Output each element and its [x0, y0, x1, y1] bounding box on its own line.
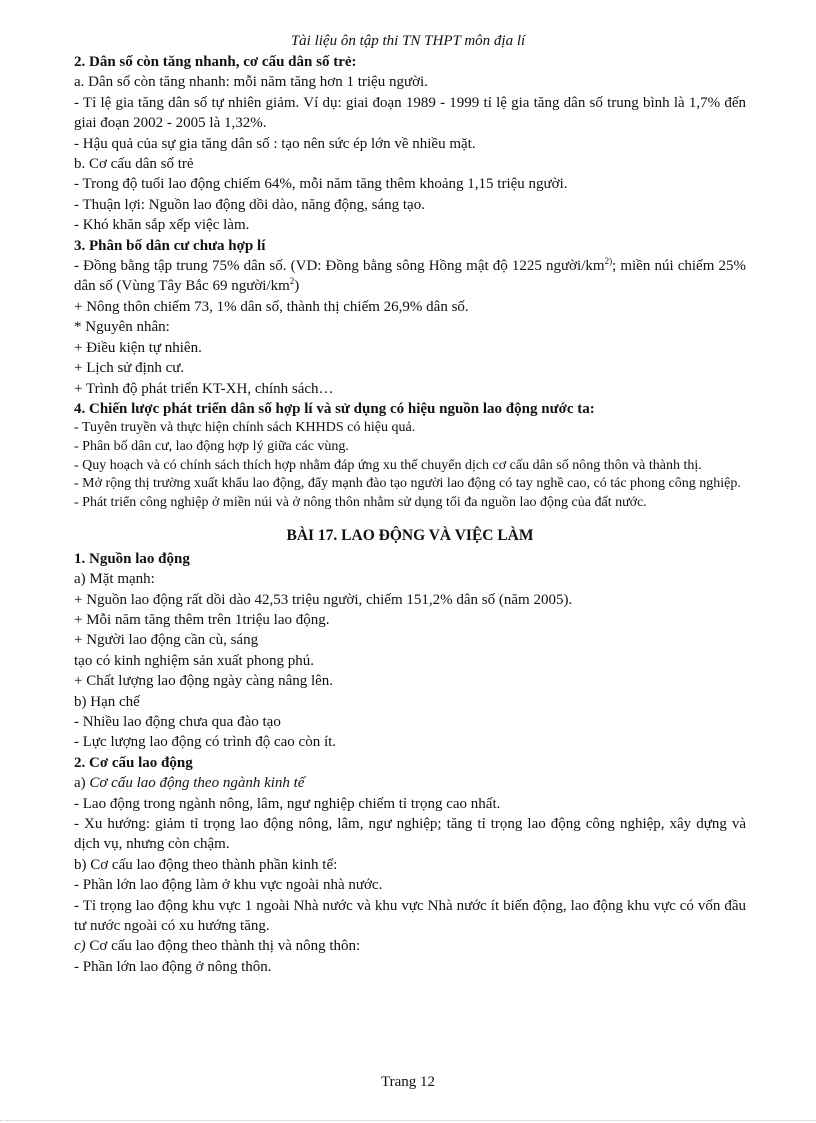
paragraph: - Phần lớn lao động ở nông thôn.	[74, 958, 272, 975]
page-content	[74, 52, 746, 977]
paragraph	[74, 256, 746, 297]
subsection-2-heading: 2. Cơ cấu lao động	[74, 754, 193, 771]
italic-text: Cơ cấu lao động theo ngành kinh tế	[89, 775, 305, 792]
section-2-heading: 2. Dân số còn tăng nhanh, cơ cấu dân số trẻ:	[74, 54, 357, 70]
paragraph: + Trình độ phát triển KT-XH, chính sách…	[74, 380, 334, 397]
paragraph: - Phát triển công nghiệp ở miền núi và ở nông thôn nhằm sử dụng tối đa nguồn lao động của đất nước.	[74, 494, 647, 510]
paragraph	[74, 773, 746, 793]
text-span: a)	[74, 775, 90, 792]
paragraph: + Mỗi năm tăng thêm trên 1triệu lao động.	[74, 611, 330, 628]
paragraph: + Nguồn lao động rất dồi dào 42,53 triệu người, chiếm 151,2% dân số (năm 2005).	[74, 591, 573, 608]
paragraph: + Chất lượng lao động ngày càng nâng lên.	[74, 673, 334, 690]
paragraph: a. Dân số còn tăng nhanh: mỗi năm tăng hơn 1 triệu người.	[74, 74, 428, 91]
paragraph: + Điều kiện tự nhiên.	[74, 339, 202, 356]
paragraph: - Phần lớn lao động làm ở khu vực ngoài nhà nước.	[74, 877, 383, 894]
paragraph: a) Mặt mạnh:	[74, 571, 155, 588]
paragraph: - Trong độ tuổi lao động chiếm 64%, mỗi năm tăng thêm khoảng 1,15 triệu người.	[74, 176, 568, 193]
paragraph: - Quy hoạch và có chính sách thích hợp nhằm đáp ứng xu thế chuyển dịch cơ cấu dân số nông thôn và thành thị.	[74, 457, 702, 473]
paragraph: - Thuận lợi: Nguồn lao động dồi dào, năng động, sáng tạo.	[74, 196, 425, 213]
text-span: - Đồng bằng tập trung 75% dân số. (VD: Đồng bằng sông Hồng mật độ 1225 người/km	[74, 258, 605, 275]
paragraph: + Người lao động cần cù, sáng	[74, 632, 259, 649]
superscript: 2	[289, 276, 295, 287]
paragraph: - Tuyên truyền và thực hiện chính sách KHHDS có hiệu quả.	[74, 420, 416, 436]
paragraph: b) Hạn chế	[74, 693, 140, 710]
section-3-heading: 3. Phân bố dân cư chưa hợp lí	[74, 237, 266, 254]
paragraph: * Nguyên nhân:	[74, 319, 170, 336]
paragraph: + Nông thôn chiếm 73, 1% dân số, thành thị chiếm 26,9% dân số.	[74, 298, 469, 315]
paragraph: - Phân bố dân cư, lao động hợp lý giữa các vùng.	[74, 438, 349, 454]
paragraph: - Tỉ trọng lao động khu vực 1 ngoài Nhà nước và khu vực Nhà nước ít biến động, lao động khu vực có vốn đầu tư nước ngoài có xu hướng tăng.	[74, 897, 746, 934]
paragraph: - Khó khăn sắp xếp việc làm.	[74, 217, 250, 234]
page-header: Tài liệu ôn tập thi TN THPT môn địa lí	[290, 33, 526, 49]
text-span: Cơ cấu lao động theo thành thị và nông thôn:	[85, 938, 361, 955]
paragraph: - Nhiều lao động chưa qua đào tạo	[74, 713, 281, 730]
italic-text: c)	[74, 938, 86, 955]
paragraph: - Mở rộng thị trường xuất khẩu lao động, đẩy mạnh đào tạo người lao động có tay nghề cao, có tác phong công nghiệp.	[74, 476, 741, 492]
page-break-divider	[0, 1120, 816, 1121]
paragraph: - Tỉ lệ gia tăng dân số tự nhiên giảm. Ví dụ: giai đoạn 1989 - 1999 tỉ lệ gia tăng dân số trung bình là 1,7% đến giai đoạn 2002 - 2005 là 1,32%.	[74, 94, 746, 132]
paragraph: - Xu hướng: giảm tỉ trọng lao động nông, lâm, ngư nghiệp; tăng tỉ trọng lao động công nghiệp, xây dựng và dịch vụ, nhưng còn chậm.	[74, 815, 746, 853]
paragraph: + Lịch sử định cư.	[74, 360, 185, 377]
paragraph: - Lao động trong ngành nông, lâm, ngư nghiệp chiếm tỉ trọng cao nhất.	[74, 795, 501, 812]
paragraph: b) Cơ cấu lao động theo thành phần kinh tế:	[74, 856, 338, 873]
text-span: ; miền núi chiếm 25% dân số (Vùng Tây Bắc 69 người/km	[74, 258, 746, 295]
lesson-title: BÀI 17. LAO ĐỘNG VÀ VIỆC LÀM	[286, 527, 534, 545]
paragraph: - Lực lượng lao động có trình độ cao còn ít.	[74, 734, 337, 751]
superscript: 2)	[604, 256, 613, 267]
paragraph: - Hậu quả của sự gia tăng dân số : tạo nên sức ép lớn về nhiều mặt.	[74, 135, 476, 152]
paragraph: b. Cơ cấu dân số trẻ	[74, 156, 194, 173]
paragraph	[74, 936, 746, 956]
section-4-heading: 4. Chiến lược phát triển dân số hợp lí và sử dụng có hiệu nguồn lao động nước ta:	[74, 400, 595, 417]
subsection-1-heading: 1. Nguồn lao động	[74, 550, 190, 567]
paragraph: tạo có kinh nghiệm sản xuất phong phú.	[74, 652, 314, 669]
text-span: )	[294, 278, 300, 295]
page-footer: Trang 12	[380, 1074, 436, 1090]
